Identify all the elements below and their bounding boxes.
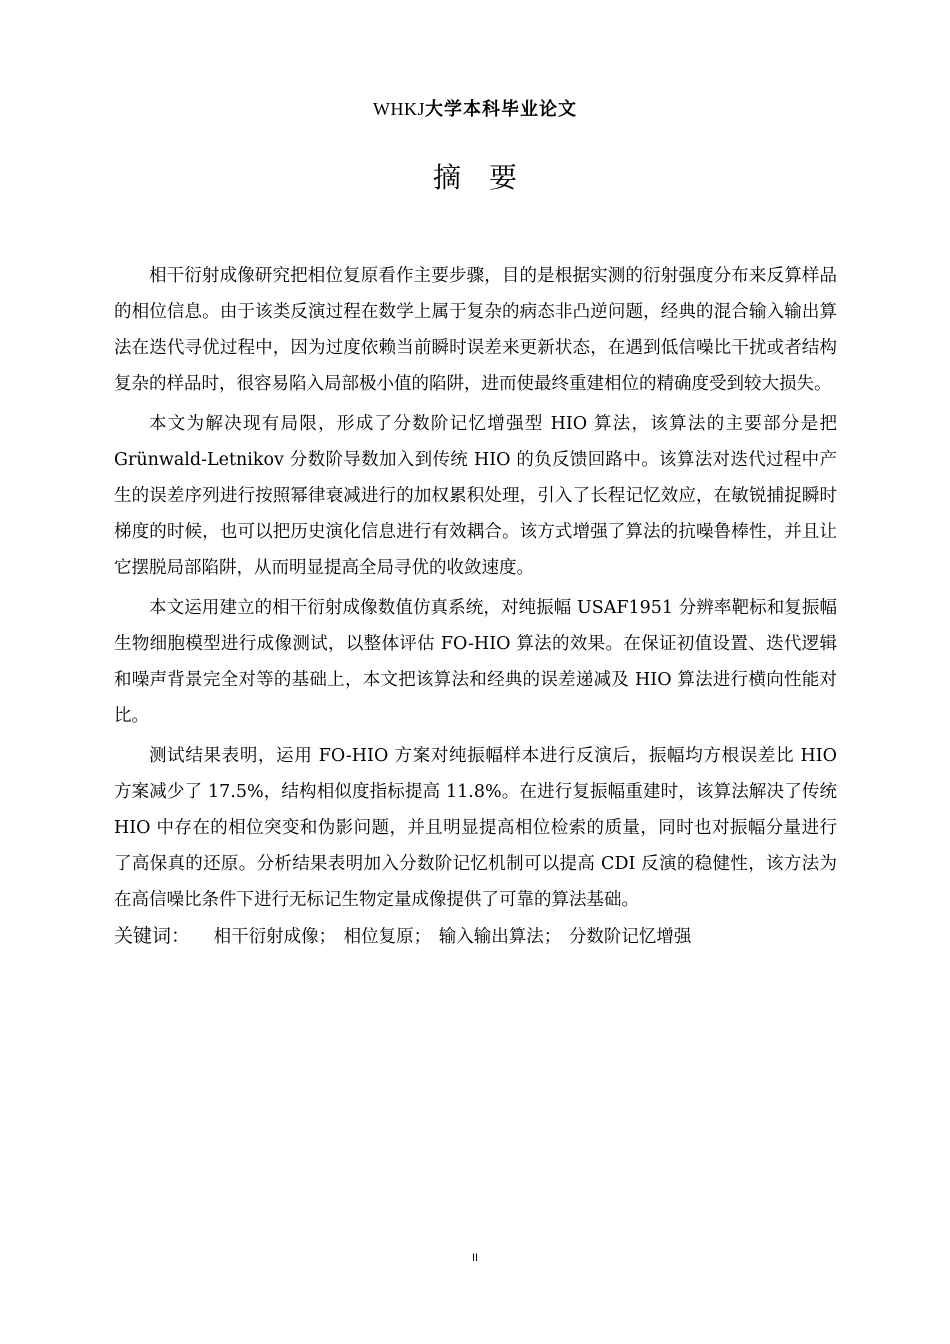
keyword-1: 相干衍射成像； <box>213 927 337 947</box>
abstract-paragraph-4: 测试结果表明，运用 FO-HIO 方案对纯振幅样本进行反演后，振幅均方根误差比 HIO 方案减少了 17.5%，结构相似度指标提高 11.8%。在进行复振幅重建时，该算法解决了传统 HIO 中存在的相位突变和伪影问题，并且明显提高相位检索的质量，同时也对振幅分量进行了高保真的还原。分析结果表明加入分数阶记忆机制可以提高 CDI 反演的稳健性，该方法为在高信噪比条件下进行无标记生物定量成像提供了可靠的算法基础。 <box>114 746 837 910</box>
page-number: II <box>471 1252 479 1264</box>
abstract-title: 摘要 <box>432 161 545 194</box>
abstract-paragraph-3: 本文运用建立的相干衍射成像数值仿真系统，对纯振幅 USAF1951 分辨率靶标和复振幅生物细胞模型进行成像测试，以整体评估 FO-HIO 算法的效果。在保证初值设置、迭代逻辑和噪声背景完全对等的基础上，本文把该算法和经典的误差递减及 HIO 算法进行横向性能对比。 <box>114 598 837 726</box>
header-title: 大学本科毕业论文 <box>425 99 577 120</box>
keywords-line <box>114 918 837 955</box>
abstract-paragraph-2: 本文为解决现有局限，形成了分数阶记忆增强型 HIO 算法，该算法的主要部分是把 Grünwald-Letnikov 分数阶导数加入到传统 HIO 的负反馈回路中。该算法对迭代过程中产生的误差序列进行按照幂律衰减进行的加权累积处理，引入了长程记忆效应，在敏锐捕捉瞬时梯度的时候，也可以把历史演化信息进行有效耦合。该方式增强了算法的抗噪鲁棒性，并且让它摆脱局部陷阱，从而明显提高全局寻优的收敛速度。 <box>114 414 837 578</box>
thesis-header <box>0 96 950 123</box>
keyword-4: 分数阶记忆增强 <box>568 927 692 947</box>
header-prefix: WHKJ <box>373 99 425 119</box>
keyword-3: 输入输出算法； <box>438 927 562 947</box>
abstract-paragraph-1: 相干衍射成像研究把相位复原看作主要步骤，目的是根据实测的衍射强度分布来反算样品的相位信息。由于该类反演过程在数学上属于复杂的病态非凸逆问题，经典的混合输入输出算法在迭代寻优过程中，因为过度依赖当前瞬时误差来更新状态，在遇到低信噪比干扰或者结构复杂的样品时，很容易陷入局部极小值的陷阱，进而使最终重建相位的精确度受到较大损失。 <box>114 266 837 394</box>
keywords-label: 关键词： <box>114 925 191 947</box>
abstract-body <box>114 258 837 955</box>
keyword-2: 相位复原； <box>343 927 432 947</box>
